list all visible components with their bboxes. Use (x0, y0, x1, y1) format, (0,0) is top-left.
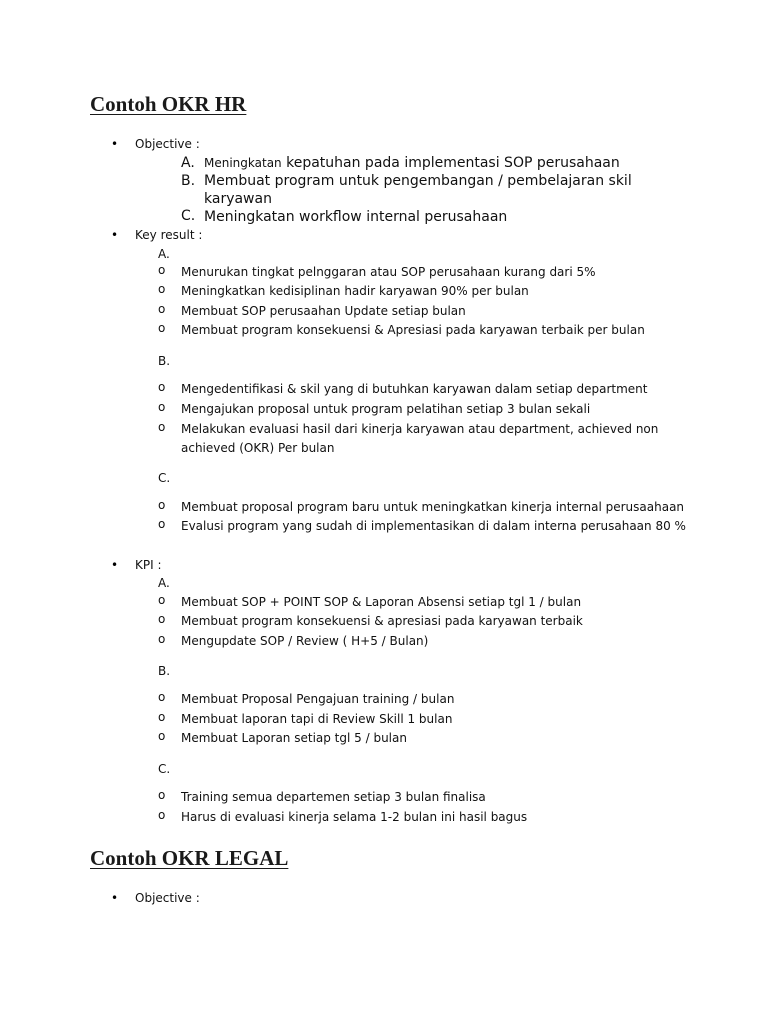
sub-bullet: o (158, 380, 166, 394)
objective-text: Membuat program untuk pengembangan / pembelajaran skil karyawan (204, 173, 632, 207)
bullet: • (111, 228, 119, 242)
kpi-label: KPI : (135, 558, 162, 572)
list-item: Training semua departemen setiap 3 bulan finalisa (181, 790, 486, 804)
sub-bullet: o (158, 263, 166, 277)
list-item: Mengupdate SOP / Review ( H+5 / Bulan) (181, 634, 429, 648)
list-item: Membuat Laporan setiap tgl 5 / bulan (181, 731, 407, 745)
bullet: • (111, 558, 119, 572)
key-result-group-c: C. (158, 471, 171, 485)
key-result-group-b: B. (158, 354, 171, 368)
list-number: C. (181, 208, 196, 224)
list-item: Membuat program konsekuensi & apresiasi pada karyawan terbaik (181, 614, 583, 628)
list-item: Melakukan evaluasi hasil dari kinerja karyawan atau department, achieved non achieved (OKR) Per bulan (181, 422, 659, 455)
sub-bullet: o (158, 788, 166, 802)
list-item: Menurukan tingkat pelnggaran atau SOP perusahaan kurang dari 5% (181, 265, 596, 279)
list-item: Harus di evaluasi kinerja selama 1-2 bulan ini hasil bagus (181, 810, 528, 824)
sub-bullet: o (158, 710, 166, 724)
sub-bullet: o (158, 302, 166, 316)
list-item: Membuat laporan tapi di Review Skill 1 bulan (181, 712, 453, 726)
list-number: B. (181, 173, 196, 189)
key-result-label: Key result : (135, 228, 203, 242)
list-item: Membuat proposal program baru untuk meningkatkan kinerja internal perusaahaan (181, 500, 685, 514)
list-item: Evalusi program yang sudah di implementasikan di dalam interna perusahaan 80 % (181, 519, 686, 533)
sub-bullet: o (158, 729, 166, 743)
list-number: A. (181, 155, 195, 171)
list-item: Meningkatkan kedisiplinan hadir karyawan 90% per bulan (181, 284, 529, 298)
sub-bullet: o (158, 400, 166, 414)
sub-bullet: o (158, 690, 166, 704)
list-item: Mengedentifikasi & skil yang di butuhkan karyawan dalam setiap department (181, 382, 648, 396)
sub-bullet: o (158, 632, 166, 646)
objective-text: Meningkatan kepatuhan pada implementasi SOP perusahaan (204, 155, 620, 171)
list-item: Membuat Proposal Pengajuan training / bulan (181, 692, 455, 706)
bullet: • (111, 891, 119, 905)
list-item: Membuat SOP perusaahan Update setiap bulan (181, 304, 466, 318)
list-item: Mengajukan proposal untuk program pelatihan setiap 3 bulan sekali (181, 402, 591, 416)
list-item: Membuat SOP + POINT SOP & Laporan Absensi setiap tgl 1 / bulan (181, 595, 582, 609)
list-item: Membuat program konsekuensi & Apresiasi pada karyawan terbaik per bulan (181, 323, 645, 337)
objective-text: Meningkatan workflow internal perusahaan (204, 209, 508, 225)
section-heading-legal: Contoh OKR LEGAL (90, 846, 289, 870)
sub-bullet: o (158, 593, 166, 607)
objective-label: Objective : (135, 137, 200, 151)
sub-bullet: o (158, 517, 166, 531)
objective-label: Objective : (135, 891, 200, 905)
sub-bullet: o (158, 420, 166, 434)
kpi-group-a: A. (158, 576, 170, 590)
sub-bullet: o (158, 612, 166, 626)
kpi-group-c: C. (158, 762, 171, 776)
bullet: • (111, 137, 119, 151)
sub-bullet: o (158, 321, 166, 335)
sub-bullet: o (158, 808, 166, 822)
key-result-group-a: A. (158, 247, 170, 261)
kpi-group-b: B. (158, 664, 171, 678)
sub-bullet: o (158, 282, 166, 296)
section-heading-hr: Contoh OKR HR (90, 92, 247, 116)
sub-bullet: o (158, 498, 166, 512)
